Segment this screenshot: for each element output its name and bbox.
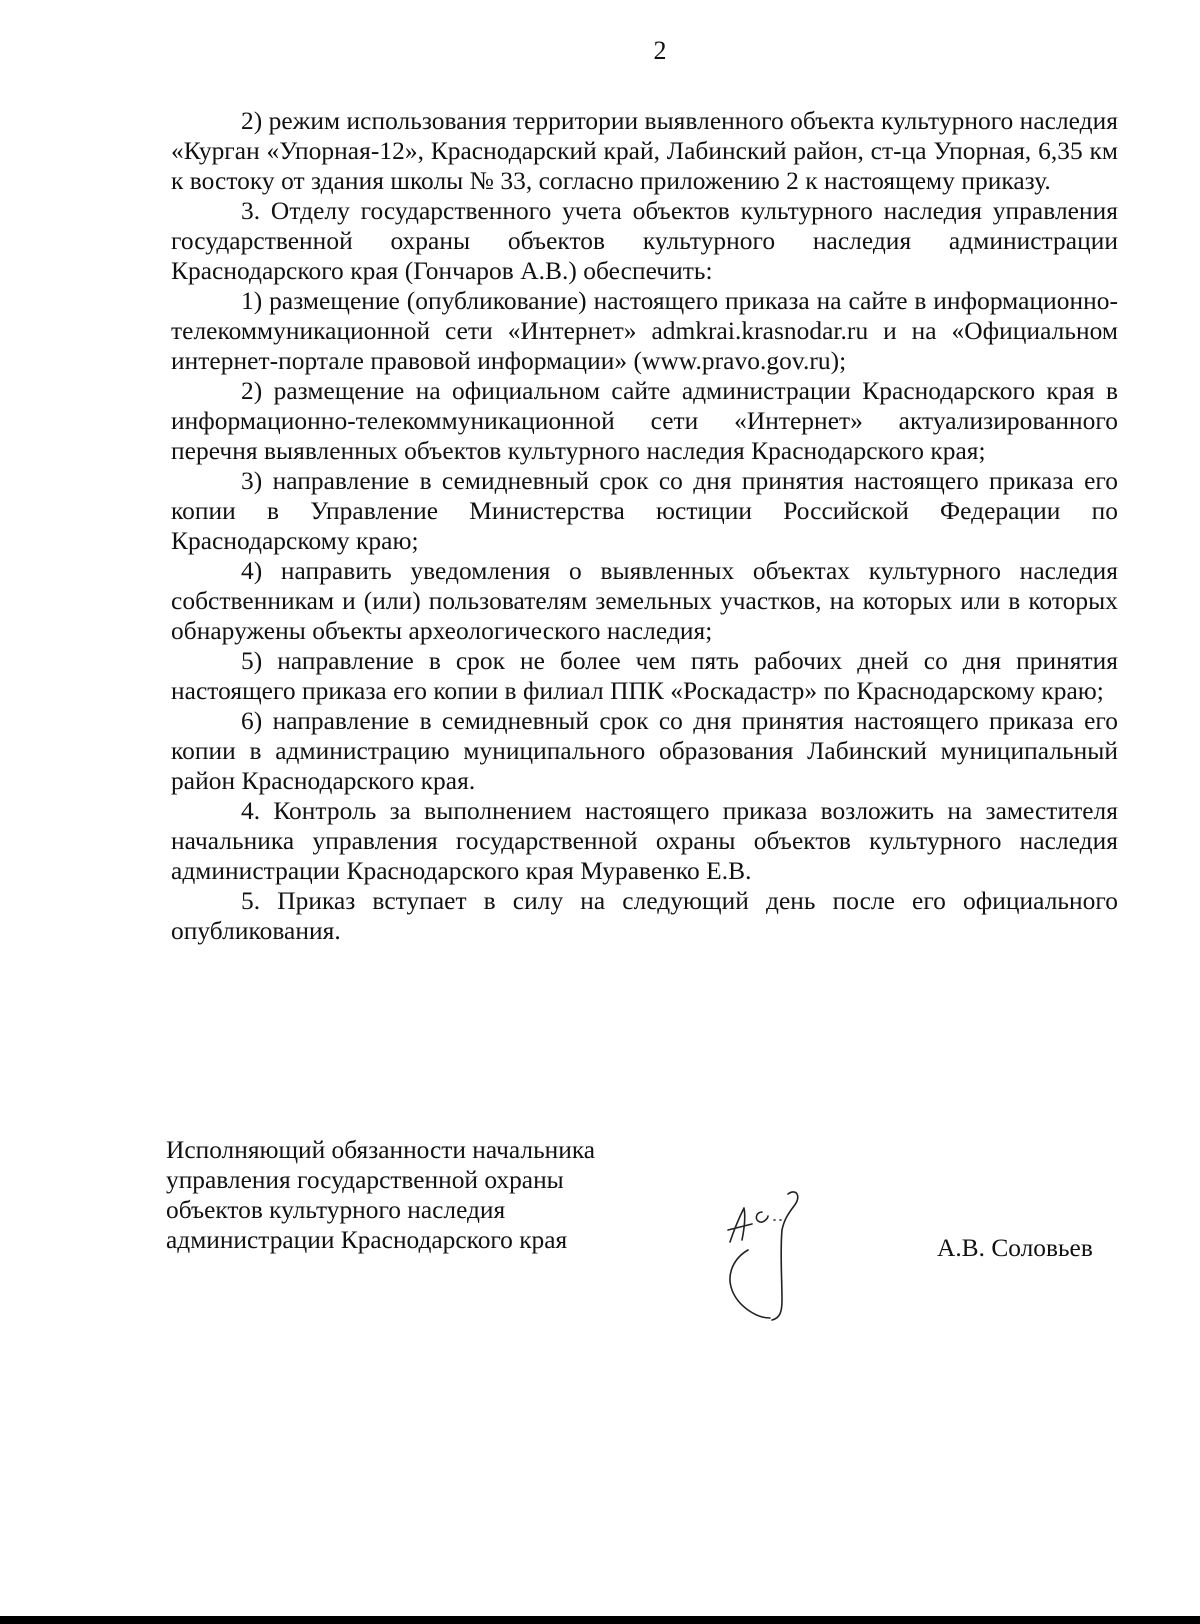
paragraph-clause-3-item-2: 2) размещение на официальном сайте администрации Краснодарского края в информационно-телекоммуникационной сети «Интернет» актуализированного перечня выявленных объектов культурного наследия Краснодарского края; [171,377,1118,465]
document-body [171,106,1118,946]
signatory-position-line: управления государственной охраны [166,1166,564,1194]
paragraph-clause-3-item-6: 6) направление в семидневный срок со дня принятия настоящего приказа его копии в администрацию муниципального образования Лабинский муниципальный район Краснодарского края. [171,707,1118,795]
signatory-position-line: администрации Краснодарского края [166,1226,568,1254]
paragraph-clause-3-item-1: 1) размещение (опубликование) настоящего приказа на сайте в информационно-телекоммуникационной сети «Интернет» admkrai.krasnodar.ru и на «Официальном интернет-портале правовой информации» (www.pravo.gov.ru); [171,287,1118,375]
paragraph-clause-4: 4. Контроль за выполнением настоящего приказа возложить на заместителя начальника управления государственной охраны объектов культурного наследия администрации Краснодарского края Муравенко Е.В. [171,797,1118,885]
signatory-position-line: Исполняющий обязанности начальника [166,1136,596,1164]
paragraph-regime-item-2: 2) режим использования территории выявленного объекта культурного наследия «Курган «Упорная-12», Краснодарский край, Лабинский район, ст-ца Упорная, 6,35 км к востоку от здания школы № 33, согласно приложению 2 к настоящему приказу. [171,107,1118,195]
paragraph-clause-3-item-5: 5) направление в срок не более чем пять рабочих дней со дня принятия настоящего приказа его копии в филиал ППК «Роскадастр» по Краснодарскому краю; [171,647,1118,705]
handwritten-signature [722,1190,812,1325]
paragraph-clause-3-item-4: 4) направить уведомления о выявленных объектах культурного наследия собственникам и (или) пользователям земельных участков, на которых или в которых обнаружены объекты археологического наследия; [171,557,1118,645]
signatory-position-line: объектов культурного наследия [166,1196,506,1224]
paragraph-clause-5: 5. Приказ вступает в силу на следующий день после его официального опубликования. [171,887,1118,945]
signatory-name: А.В. Соловьев [937,1234,1093,1262]
page-number: 2 [653,36,667,65]
scan-bottom-edge [0,1616,1200,1624]
paragraph-clause-3: 3. Отделу государственного учета объектов культурного наследия управления государственной охраны объектов культурного наследия администрации Краснодарского края (Гончаров А.В.) обеспечить: [171,197,1118,285]
signatory-position [166,1135,686,1255]
paragraph-clause-3-item-3: 3) направление в семидневный срок со дня принятия настоящего приказа его копии в Управление Министерства юстиции Российской Федерации по Краснодарскому краю; [171,467,1118,555]
